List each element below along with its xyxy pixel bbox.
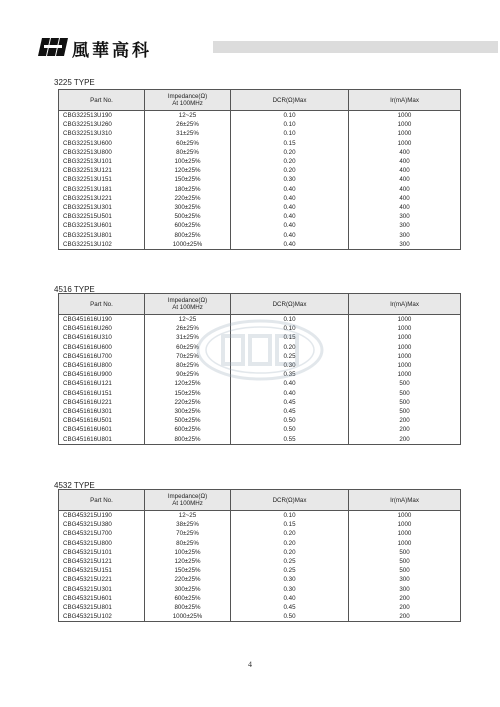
- part-number-cell: CBG322513U800: [59, 148, 145, 157]
- dcr-cell: 0.10: [231, 324, 349, 333]
- dcr-cell: 0.10: [231, 120, 349, 129]
- impedance-cell: 220±25%: [145, 398, 231, 407]
- header-impedance-line2: At 100MHz: [172, 500, 203, 507]
- impedance-cell: 120±25%: [145, 557, 231, 566]
- ir-cell: 1000: [349, 370, 461, 379]
- dcr-cell: 0.40: [231, 185, 349, 194]
- part-number-cell: CBG322513U101: [59, 157, 145, 166]
- ir-cell: 1000: [349, 120, 461, 129]
- dcr-cell: 0.40: [231, 379, 349, 388]
- dcr-cell: 0.35: [231, 370, 349, 379]
- table-row: [59, 111, 461, 121]
- dcr-cell: 0.40: [231, 240, 349, 250]
- part-number-cell: CBG322513U601: [59, 221, 145, 230]
- part-number-cell: CBG322513U801: [59, 230, 145, 239]
- part-number-cell: CBG322513U260: [59, 120, 145, 129]
- part-number-cell: CBG453215U601: [59, 594, 145, 603]
- part-number-cell: CBG322513U151: [59, 175, 145, 184]
- table-row: [59, 425, 461, 434]
- ir-cell: 500: [349, 548, 461, 557]
- ir-cell: 400: [349, 194, 461, 203]
- impedance-cell: 500±25%: [145, 212, 231, 221]
- dcr-cell: 0.15: [231, 520, 349, 529]
- ir-cell: 500: [349, 566, 461, 575]
- ir-cell: 400: [349, 203, 461, 212]
- dcr-cell: 0.20: [231, 166, 349, 175]
- ir-cell: 1000: [349, 361, 461, 370]
- header-impedance-line1: Impedance(Ω): [167, 297, 208, 304]
- impedance-cell: 26±25%: [145, 324, 231, 333]
- ir-cell: 300: [349, 585, 461, 594]
- table-row: [59, 194, 461, 203]
- part-number-cell: CBG322515U501: [59, 212, 145, 221]
- impedance-cell: 300±25%: [145, 585, 231, 594]
- ir-cell: 400: [349, 166, 461, 175]
- dcr-cell: 0.25: [231, 566, 349, 575]
- ir-cell: 1000: [349, 539, 461, 548]
- part-number-cell: CBG322513U181: [59, 185, 145, 194]
- impedance-cell: 1000±25%: [145, 240, 231, 250]
- part-number-cell: CBG322513U310: [59, 129, 145, 138]
- impedance-cell: 150±25%: [145, 175, 231, 184]
- ir-cell: 1000: [349, 333, 461, 342]
- impedance-cell: 12~25: [145, 511, 231, 521]
- part-number-cell: CBG453215U151: [59, 566, 145, 575]
- table-row: [59, 557, 461, 566]
- part-number-cell: CBG453215U380: [59, 520, 145, 529]
- part-number-cell: CBG322513U221: [59, 194, 145, 203]
- header-ir: Ir(mA)Max: [349, 90, 461, 111]
- brand-logo-icon: [38, 38, 68, 56]
- impedance-cell: 220±25%: [145, 194, 231, 203]
- ir-cell: 500: [349, 398, 461, 407]
- watermark-logo-icon: [195, 318, 325, 382]
- part-number-cell: CBG322513U600: [59, 139, 145, 148]
- ir-cell: 200: [349, 416, 461, 425]
- dcr-cell: 0.50: [231, 416, 349, 425]
- dcr-cell: 0.40: [231, 194, 349, 203]
- header-part-no: Part No.: [59, 90, 145, 111]
- part-number-cell: CBG453215U800: [59, 539, 145, 548]
- section-title: 4516 TYPE: [54, 285, 95, 294]
- section-title: 4532 TYPE: [54, 481, 95, 490]
- dcr-cell: 0.45: [231, 398, 349, 407]
- dcr-cell: 0.40: [231, 594, 349, 603]
- table-header-row: [59, 90, 461, 111]
- header-part-no: Part No.: [59, 490, 145, 511]
- impedance-cell: 500±25%: [145, 416, 231, 425]
- ir-cell: 300: [349, 221, 461, 230]
- ir-cell: 400: [349, 148, 461, 157]
- dcr-cell: 0.30: [231, 175, 349, 184]
- table-row: [59, 230, 461, 239]
- section-title: 3225 TYPE: [54, 78, 95, 87]
- ir-cell: 300: [349, 575, 461, 584]
- part-number-cell: CBG453215U801: [59, 603, 145, 612]
- impedance-cell: 600±25%: [145, 221, 231, 230]
- impedance-cell: 120±25%: [145, 379, 231, 388]
- ir-cell: 200: [349, 612, 461, 622]
- ir-cell: 1000: [349, 343, 461, 352]
- impedance-cell: 38±25%: [145, 520, 231, 529]
- ir-cell: 500: [349, 379, 461, 388]
- table-row: [59, 203, 461, 212]
- dcr-cell: 0.25: [231, 557, 349, 566]
- dcr-cell: 0.20: [231, 148, 349, 157]
- part-number-cell: CBG453215U121: [59, 557, 145, 566]
- header-dcr: DCR(Ω)Max: [231, 490, 349, 511]
- dcr-cell: 0.10: [231, 129, 349, 138]
- dcr-cell: 0.40: [231, 203, 349, 212]
- table-row: [59, 594, 461, 603]
- part-number-cell: CBG453215U700: [59, 529, 145, 538]
- part-number-cell: CBG451616U900: [59, 370, 145, 379]
- part-number-cell: CBG453215U221: [59, 575, 145, 584]
- header-part-no: Part No.: [59, 294, 145, 315]
- table-row: [59, 212, 461, 221]
- dcr-cell: 0.45: [231, 603, 349, 612]
- dcr-cell: 0.20: [231, 343, 349, 352]
- dcr-cell: 0.50: [231, 425, 349, 434]
- part-number-cell: CBG451616U600: [59, 343, 145, 352]
- table-row: [59, 389, 461, 398]
- ir-cell: 400: [349, 175, 461, 184]
- impedance-cell: 180±25%: [145, 185, 231, 194]
- dcr-cell: 0.55: [231, 434, 349, 444]
- table-row: [59, 157, 461, 166]
- dcr-cell: 0.30: [231, 585, 349, 594]
- part-number-cell: CBG451616U700: [59, 352, 145, 361]
- impedance-cell: 26±25%: [145, 120, 231, 129]
- header-ir: Ir(mA)Max: [349, 490, 461, 511]
- spec-table: [58, 489, 461, 622]
- impedance-cell: 70±25%: [145, 529, 231, 538]
- table-row: [59, 612, 461, 622]
- section-3225: [54, 78, 460, 250]
- part-number-cell: CBG453215U190: [59, 511, 145, 521]
- impedance-cell: 800±25%: [145, 434, 231, 444]
- ir-cell: 1000: [349, 511, 461, 521]
- part-number-cell: CBG451616U800: [59, 361, 145, 370]
- ir-cell: 1000: [349, 520, 461, 529]
- dcr-cell: 0.20: [231, 548, 349, 557]
- page-header: [38, 36, 462, 61]
- dcr-cell: 0.15: [231, 333, 349, 342]
- impedance-cell: 300±25%: [145, 407, 231, 416]
- impedance-cell: 120±25%: [145, 166, 231, 175]
- dcr-cell: 0.20: [231, 529, 349, 538]
- impedance-cell: 800±25%: [145, 230, 231, 239]
- ir-cell: 1000: [349, 129, 461, 138]
- part-number-cell: CBG451616U190: [59, 315, 145, 325]
- ir-cell: 200: [349, 594, 461, 603]
- ir-cell: 500: [349, 557, 461, 566]
- table-row: [59, 221, 461, 230]
- impedance-cell: 60±25%: [145, 343, 231, 352]
- table-row: [59, 548, 461, 557]
- part-number-cell: CBG451616U801: [59, 434, 145, 444]
- dcr-cell: 0.30: [231, 361, 349, 370]
- impedance-cell: 100±25%: [145, 157, 231, 166]
- impedance-cell: 12~25: [145, 315, 231, 325]
- ir-cell: 200: [349, 603, 461, 612]
- impedance-cell: 60±25%: [145, 139, 231, 148]
- table-row: [59, 139, 461, 148]
- ir-cell: 200: [349, 434, 461, 444]
- table-row: [59, 539, 461, 548]
- part-number-cell: CBG322513U121: [59, 166, 145, 175]
- impedance-cell: 600±25%: [145, 425, 231, 434]
- header-ir: Ir(mA)Max: [349, 294, 461, 315]
- dcr-cell: 0.25: [231, 352, 349, 361]
- table-header-row: [59, 490, 461, 511]
- part-number-cell: CBG451616U151: [59, 389, 145, 398]
- table-row: [59, 398, 461, 407]
- dcr-cell: 0.40: [231, 221, 349, 230]
- impedance-cell: 800±25%: [145, 603, 231, 612]
- table-row: [59, 566, 461, 575]
- header-impedance: [145, 490, 231, 511]
- part-number-cell: CBG322513U301: [59, 203, 145, 212]
- ir-cell: 500: [349, 389, 461, 398]
- part-number-cell: CBG453215U301: [59, 585, 145, 594]
- table-row: [59, 240, 461, 250]
- ir-cell: 200: [349, 425, 461, 434]
- dcr-cell: 0.40: [231, 230, 349, 239]
- header-impedance: [145, 90, 231, 111]
- dcr-cell: 0.20: [231, 539, 349, 548]
- dcr-cell: 0.30: [231, 575, 349, 584]
- table-row: [59, 416, 461, 425]
- ir-cell: 1000: [349, 315, 461, 325]
- impedance-cell: 80±25%: [145, 148, 231, 157]
- ir-cell: 1000: [349, 111, 461, 121]
- table-row: [59, 603, 461, 612]
- part-number-cell: CBG451616U121: [59, 379, 145, 388]
- ir-cell: 1000: [349, 324, 461, 333]
- impedance-cell: 600±25%: [145, 594, 231, 603]
- table-row: [59, 166, 461, 175]
- impedance-cell: 150±25%: [145, 566, 231, 575]
- header-dcr: DCR(Ω)Max: [231, 90, 349, 111]
- table-row: [59, 148, 461, 157]
- impedance-cell: 150±25%: [145, 389, 231, 398]
- table-row: [59, 520, 461, 529]
- part-number-cell: CBG453215U101: [59, 548, 145, 557]
- table-row: [59, 185, 461, 194]
- table-header-row: [59, 294, 461, 315]
- table-row: [59, 585, 461, 594]
- impedance-cell: 31±25%: [145, 333, 231, 342]
- table-row: [59, 434, 461, 444]
- dcr-cell: 0.40: [231, 212, 349, 221]
- part-number-cell: CBG451616U501: [59, 416, 145, 425]
- ir-cell: 1000: [349, 352, 461, 361]
- dcr-cell: 0.10: [231, 111, 349, 121]
- spec-table: [58, 89, 461, 250]
- table-row: [59, 511, 461, 521]
- part-number-cell: CBG451616U221: [59, 398, 145, 407]
- impedance-cell: 90±25%: [145, 370, 231, 379]
- dcr-cell: 0.10: [231, 511, 349, 521]
- part-number-cell: CBG453215U102: [59, 612, 145, 622]
- table-row: [59, 175, 461, 184]
- ir-cell: 300: [349, 230, 461, 239]
- ir-cell: 300: [349, 212, 461, 221]
- impedance-cell: 1000±25%: [145, 612, 231, 622]
- brand-name: 風華高科: [72, 41, 152, 61]
- table-row: [59, 120, 461, 129]
- header-bar: [213, 41, 498, 53]
- impedance-cell: 220±25%: [145, 575, 231, 584]
- impedance-cell: 80±25%: [145, 361, 231, 370]
- section-4532: [54, 481, 460, 622]
- table-row: [59, 129, 461, 138]
- part-number-cell: CBG451616U260: [59, 324, 145, 333]
- ir-cell: 1000: [349, 529, 461, 538]
- dcr-cell: 0.15: [231, 139, 349, 148]
- impedance-cell: 80±25%: [145, 539, 231, 548]
- part-number-cell: CBG451616U310: [59, 333, 145, 342]
- header-impedance-line1: Impedance(Ω): [167, 93, 208, 100]
- ir-cell: 300: [349, 240, 461, 250]
- header-impedance-line1: Impedance(Ω): [167, 493, 208, 500]
- part-number-cell: CBG322513U102: [59, 240, 145, 250]
- impedance-cell: 12~25: [145, 111, 231, 121]
- part-number-cell: CBG322513U190: [59, 111, 145, 121]
- part-number-cell: CBG451616U301: [59, 407, 145, 416]
- impedance-cell: 31±25%: [145, 129, 231, 138]
- table-row: [59, 407, 461, 416]
- ir-cell: 400: [349, 157, 461, 166]
- header-impedance-line2: At 100MHz: [172, 304, 203, 311]
- table-row: [59, 529, 461, 538]
- ir-cell: 400: [349, 185, 461, 194]
- dcr-cell: 0.45: [231, 407, 349, 416]
- dcr-cell: 0.10: [231, 315, 349, 325]
- impedance-cell: 300±25%: [145, 203, 231, 212]
- part-number-cell: CBG451616U601: [59, 425, 145, 434]
- impedance-cell: 100±25%: [145, 548, 231, 557]
- page-number: 4: [248, 660, 252, 669]
- ir-cell: 500: [349, 407, 461, 416]
- ir-cell: 1000: [349, 139, 461, 148]
- header-impedance: [145, 294, 231, 315]
- dcr-cell: 0.20: [231, 157, 349, 166]
- impedance-cell: 70±25%: [145, 352, 231, 361]
- header-impedance-line2: At 100MHz: [172, 100, 203, 107]
- header-dcr: DCR(Ω)Max: [231, 294, 349, 315]
- dcr-cell: 0.40: [231, 389, 349, 398]
- dcr-cell: 0.50: [231, 612, 349, 622]
- table-row: [59, 575, 461, 584]
